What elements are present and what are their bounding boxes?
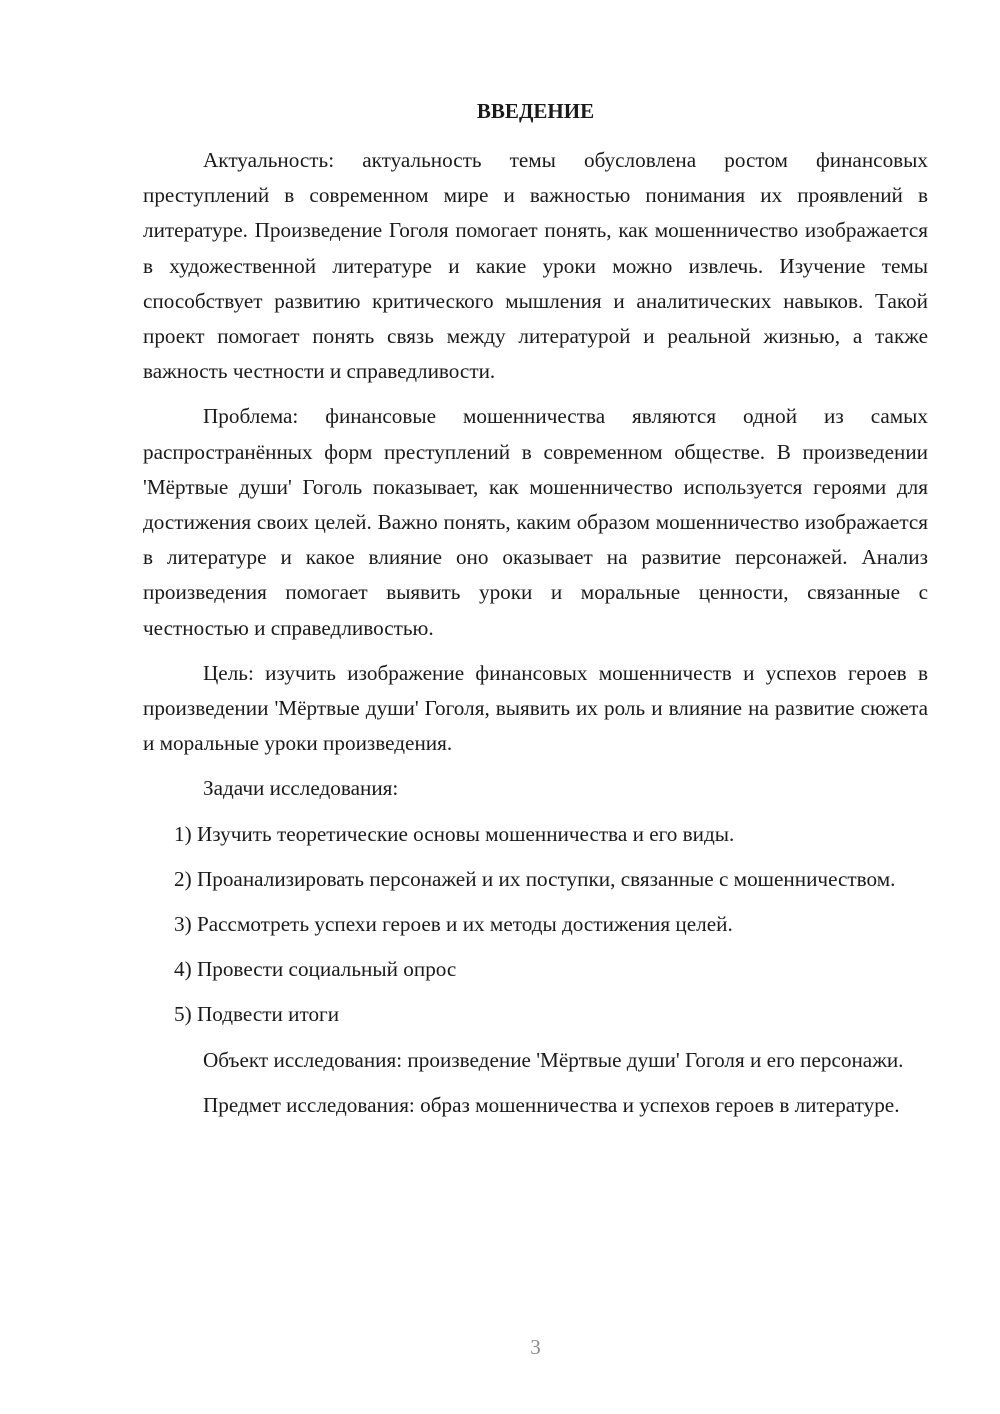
page-number: 3 [530, 1335, 541, 1359]
section-heading: ВВЕДЕНИЕ [476, 99, 595, 123]
object-paragraph: Объект исследования: произведение 'Мёртвые души' Гоголя и его персонажи. [203, 1047, 904, 1072]
relevance-paragraph: Актуальность: актуальность темы обусловлена ростом финансовых преступлений в современном мире и важностью понимания их проявлений в литературе. Произведение Гоголя помогает понять, как мошенничество изображается в художественной литературе и какие уроки можно извлечь. Изучение темы способствует развитию критического мышления и аналитических навыков. Такой проект помогает понять связь между литературой и реальной жизнью, а также важность честности и справедливости. [143, 148, 928, 384]
goal-paragraph: Цель: изучить изображение финансовых мошенничеств и успехов героев в произведении 'Мёртвые души' Гоголя, выявить их роль и влияние на развитие сюжета и моральные уроки произведения. [143, 660, 928, 756]
task-item: 4) Провести социальный опрос [174, 957, 457, 982]
document-body [143, 143, 928, 1133]
task-item: 5) Подвести итоги [174, 1002, 340, 1027]
subject-paragraph: Предмет исследования: образ мошенничества и успехов героев в литературе. [203, 1092, 900, 1117]
task-item: 3) Рассмотреть успехи героев и их методы достижения целей. [174, 912, 733, 937]
document-page [143, 0, 928, 1414]
tasks-intro: Задачи исследования: [203, 776, 399, 801]
task-item: 2) Проанализировать персонажей и их поступки, связанные с мошенничеством. [174, 866, 896, 891]
problem-paragraph: Проблема: финансовые мошенничества являются одной из самых распространённых форм преступлений в современном обществе. В произведении 'Мёртвые души' Гоголь показывает, как мошенничество используется героями для достижения своих целей. Важно понять, каким образом мошенничество изображается в литературе и какое влияние оно оказывает на развитие персонажей. Анализ произведения помогает выявить уроки и моральные ценности, связанные с честностью и справедливостью. [143, 404, 928, 640]
task-item: 1) Изучить теоретические основы мошенничества и его виды. [174, 821, 735, 846]
